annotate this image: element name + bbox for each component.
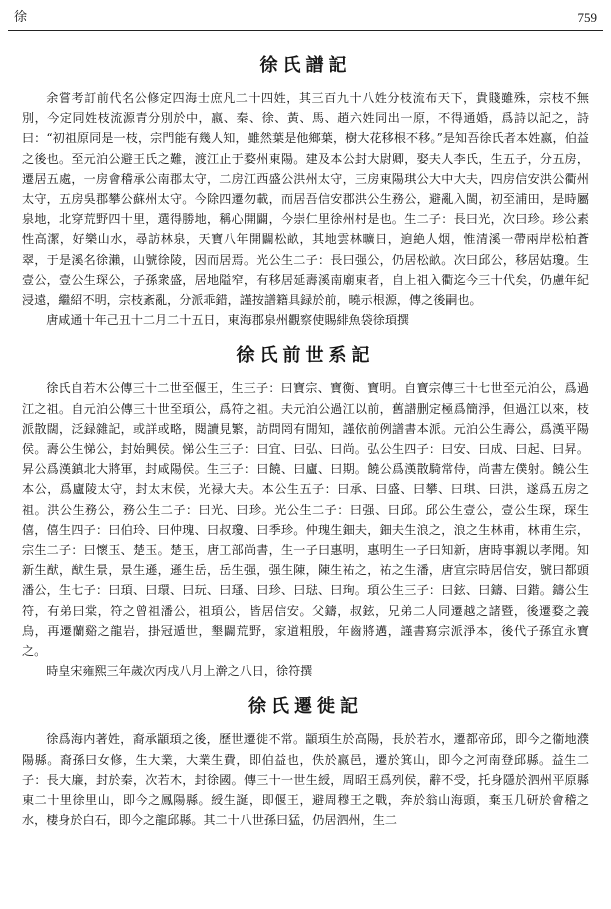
body-paragraph: 徐爲海内著姓，裔承顓頊之後，歷世遷徙不常。顓頊生於高陽，長於若水，遷都帝邱，即今之衞地濮陽縣。裔孫曰女修，生大業，大業生費，即伯益也，佚於嬴邑，遷於箕山，即今之河南登邱縣。益生二子：長大廉，封於秦，次若木，封徐國。傳三十一世生綬，周昭王爲列侯，辭不受，托身隱於泗州平原縣東二十里徐里山，即今之鳳陽縣。綬生誕，即偃王，避周穆王之戰，奔於翁山海頭，棄玉几研於會稽之水，棲身於白石，即今之龍邱縣。其二十八世孫曰猛，仍居泗州，生二 (22, 732, 589, 828)
running-header-title: 徐 (14, 10, 28, 25)
author-colophon: 時皇宋雍熙三年歲次丙戌八月上澣之八日，徐符撰 (46, 664, 313, 679)
header-rule (8, 30, 603, 31)
running-header (14, 6, 597, 30)
section-title: 徐氏遷徙記 (248, 696, 363, 718)
section-title: 徐氏前世系記 (236, 345, 375, 367)
page-content (22, 40, 589, 831)
body-paragraph: 余嘗考訂前代名公修定四海士庶凡二十四姓，其三百九十八姓分枝流布天下，貴賤雖殊，宗枝不無別，今定同姓枝流源青分別於中，嬴、秦、徐、黃、馬、趙六姓同出一原，不得通婚，爲詩以記之，詩曰：“初祖原同是一枝，宗門能有幾人知，雖然葉是他鄉葉，樹大花移根不移。”是知吾徐氏者本姓嬴，伯益之後也。至元泊公避王氏之難，渡江止于婺州東陽。建及本公封大尉卿，娶夫人李氏，生五子，分五房，遷居五處，一房會稽承公南郡太守，二房江西盛公洪州太守，三房東陽琪公大中大夫，四房信安洪公衢州太守，五房吳郡攀公蘇州太守。今除四遷勿載，而居吾信安郡洪公生務公，避亂入閩，初至浦田，是時屬泉地，北穿荒野四十里，選得勝地，稱心開闢，今崇仁里徐州村是也。生二子：長曰光，次曰珍。珍公素性高潔，好樂山水，尋訪林泉，天寶八年開闢松畝，其地雲林曠日，逈絶人烟，惟清溪一帶兩岸松柏蒼翠，于是溪名徐瀨，山號徐陵，因而居焉。光公生二子：長曰强公，仍居松畝。次曰邱公，移居姑瓊。生壹公，壹公生琛公，子孫衆盛，居地隘窄，有移居延壽溪南廟東者，自上祖入衢迄今三十代矣，仍慮年紀浸遠，繼紹不明，宗枝紊亂，分派乖錯，謹按譜籍具録於前，曉示根源，傳之後嗣也。 (22, 91, 589, 308)
page-number: 759 (577, 10, 597, 25)
section-migration-record (22, 695, 589, 830)
section-genealogy-record (22, 54, 589, 330)
section-title: 徐氏譜記 (259, 55, 352, 76)
author-colophon: 唐咸通十年己丑十二月二十五日，東海郡泉州觀察使賜緋魚袋徐頊撰 (46, 313, 410, 328)
body-paragraph: 徐氏自若木公傳三十二世至偃王，生三子：曰寶宗、寶衡、寶明。自寶宗傳三十七世至元泊公，爲過江之祖。自元泊公傳三十世至頊公，爲符之祖。夫元泊公過江以前，舊譜删定極爲簡淨，但過江以來，枝派散闊，泛録雜記，或詳或略，閱讀見繁，訪問罔有閒知，謹依前例譜書本派。元泊公生壽公，爲漢平陽侯。壽公生悌公，封始興侯。悌公生三子：曰宜、曰弘、曰尚。弘公生四子：曰安、曰成、曰起、曰昇。昇公爲漢鎮北大將軍，封咸陽侯。生三子：曰饒、曰廬、曰期。饒公爲漢散騎常侍，尚書左僕射。饒公生本公，爲廬陵太守，封太末侯，光禄大夫。本公生五子：曰承、曰盛、曰攀、曰琪、曰洪，遂爲五房之祖。洪公生務公，務公生二子：曰光、曰珍。光公生二子：曰强、曰邱。邱公生壹公，壹公生琛，琛生僖，僖生四子：曰伯玲、曰仲瑰、曰叔瓊、曰季珍。仲瑰生鈿夫，鈿夫生浪之，浪之生林甫，林甫生宗，宗生二子：曰懷玉、楚玉。楚玉，唐工部尚書，生一子曰惠明，惠明生一子曰知新，唐時事親以孝聞。知新生猷，猷生景，景生遜，遜生岳，岳生强，强生陳，陳生祐之，祐之生潘，唐宣宗時居信安，號曰都頭潘公，生七子：曰頊、曰環、曰玩、曰瑵、曰珍、曰琺、曰珣。頊公生三子：曰鉉、曰鑄、曰鍇。鑄公生符，有弟曰棠，符之曾祖潘公，祖頊公，皆居信安。父鑄，叔鉉，兄弟二人同遷越之諸暨，後遷婺之義烏，再遷蘭谿之龍岩，掛冠遁世，墾闢荒野，家道粗殷，年齒將邁，謹書寫宗派淨本，後代子孫宜永寶之。 (22, 381, 589, 659)
section-lineage-record (22, 344, 589, 681)
